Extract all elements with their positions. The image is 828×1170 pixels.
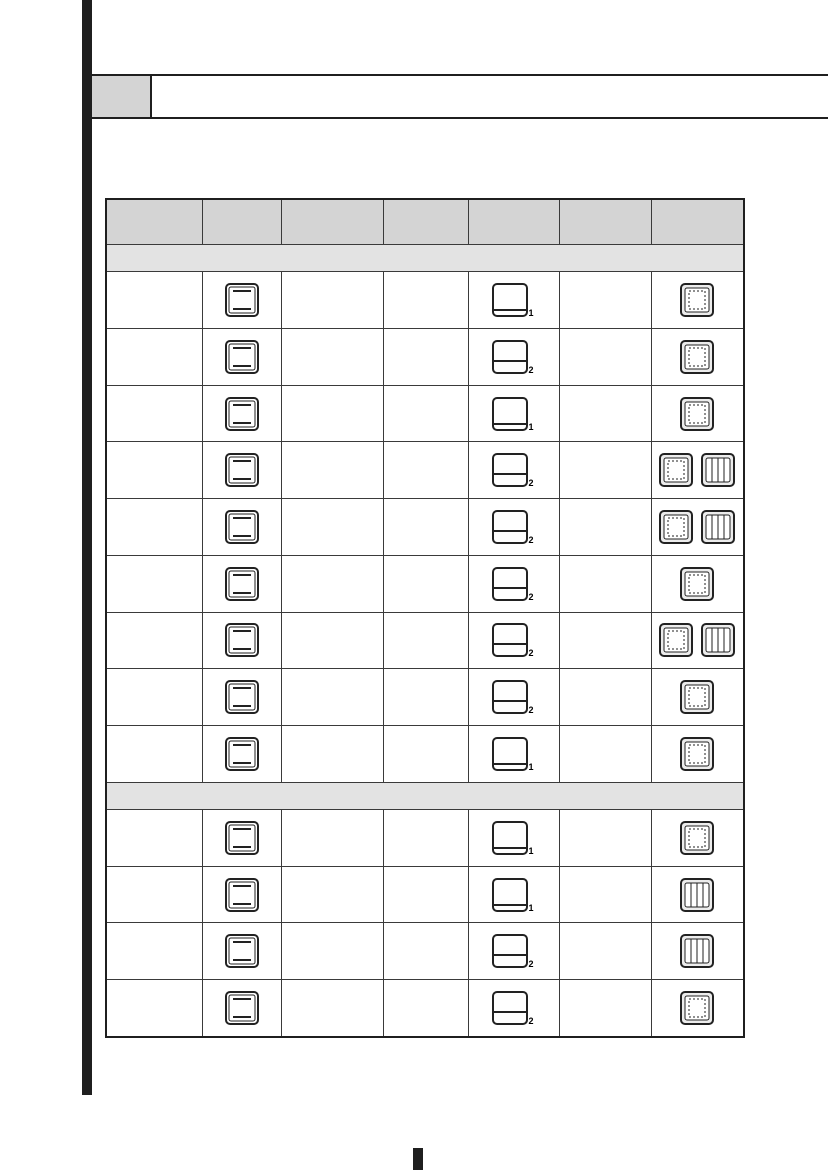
dish-name-cell	[106, 442, 202, 499]
table-row	[106, 555, 744, 612]
top-bottom-heat-icon	[224, 282, 260, 318]
top-bottom-heat-icon	[224, 396, 260, 432]
page-margin-bar	[82, 0, 92, 1095]
header-rule-top	[90, 74, 828, 76]
empty-cell	[559, 980, 651, 1037]
fan-heat-icon	[679, 736, 715, 772]
shelf-cell	[468, 810, 559, 867]
dish-name-cell	[106, 555, 202, 612]
fan-cell	[651, 725, 744, 782]
empty-cell	[383, 725, 468, 782]
table-row	[106, 923, 744, 980]
grill-icon	[700, 509, 736, 545]
empty-cell	[281, 555, 383, 612]
fan-heat-icon	[679, 566, 715, 602]
empty-cell	[281, 385, 383, 442]
empty-cell	[281, 669, 383, 726]
shelf-position-icon	[491, 990, 537, 1026]
table-row	[106, 329, 744, 386]
shelf-level-number: 1	[528, 308, 534, 319]
fan-cell	[651, 442, 744, 499]
dish-name-cell	[106, 866, 202, 923]
empty-cell	[281, 499, 383, 556]
table-row	[106, 810, 744, 867]
group-row	[106, 245, 744, 272]
dish-name-cell	[106, 669, 202, 726]
grill-icon	[700, 452, 736, 488]
empty-cell	[383, 612, 468, 669]
empty-cell	[559, 499, 651, 556]
table-header-cell	[468, 199, 559, 245]
shelf-level-number: 2	[528, 1016, 534, 1027]
shelf-position-icon	[491, 339, 537, 375]
empty-cell	[559, 923, 651, 980]
top-bottom-heat-icon	[224, 339, 260, 375]
grill-icon	[700, 622, 736, 658]
function-cell	[202, 810, 281, 867]
top-bottom-heat-icon	[224, 933, 260, 969]
function-cell	[202, 923, 281, 980]
shelf-cell	[468, 612, 559, 669]
section-divider	[150, 76, 152, 117]
shelf-cell	[468, 923, 559, 980]
grill-icon	[679, 877, 715, 913]
shelf-level-number: 2	[528, 535, 534, 545]
empty-cell	[383, 329, 468, 386]
shelf-level-number: 1	[528, 761, 534, 772]
fan-heat-icon	[679, 282, 715, 318]
dish-name-cell	[106, 272, 202, 329]
function-cell	[202, 612, 281, 669]
fan-heat-icon	[679, 339, 715, 375]
top-bottom-heat-icon	[224, 679, 260, 715]
table-row	[106, 499, 744, 556]
shelf-cell	[468, 555, 559, 612]
grill-icon	[679, 933, 715, 969]
fan-cell	[651, 923, 744, 980]
shelf-cell	[468, 385, 559, 442]
shelf-level-number: 2	[528, 959, 534, 970]
empty-cell	[559, 725, 651, 782]
shelf-level-number: 2	[528, 648, 534, 659]
empty-cell	[281, 272, 383, 329]
table-row	[106, 442, 744, 499]
fan-heat-icon	[679, 820, 715, 856]
table-header-cell	[651, 199, 744, 245]
table-row	[106, 866, 744, 923]
empty-cell	[281, 980, 383, 1037]
top-bottom-heat-icon	[224, 566, 260, 602]
shelf-position-icon	[491, 820, 537, 856]
table-row	[106, 980, 744, 1037]
empty-cell	[281, 329, 383, 386]
top-bottom-heat-icon	[224, 509, 260, 545]
top-bottom-heat-icon	[224, 990, 260, 1026]
fan-cell	[651, 980, 744, 1037]
empty-cell	[559, 810, 651, 867]
top-bottom-heat-icon	[224, 877, 260, 913]
table-header-cell	[383, 199, 468, 245]
shelf-position-icon	[491, 509, 537, 545]
empty-cell	[281, 612, 383, 669]
dish-name-cell	[106, 612, 202, 669]
fan-cell	[651, 669, 744, 726]
shelf-cell	[468, 499, 559, 556]
empty-cell	[559, 612, 651, 669]
function-cell	[202, 866, 281, 923]
shelf-cell	[468, 442, 559, 499]
table-header-cell	[559, 199, 651, 245]
dish-name-cell	[106, 725, 202, 782]
shelf-position-icon	[491, 877, 537, 913]
function-cell	[202, 442, 281, 499]
header-rule-bottom	[90, 117, 828, 119]
shelf-level-number: 1	[528, 421, 534, 432]
shelf-cell	[468, 329, 559, 386]
group-row	[106, 782, 744, 809]
shelf-position-icon	[491, 736, 537, 772]
top-bottom-heat-icon	[224, 736, 260, 772]
dish-name-cell	[106, 329, 202, 386]
empty-cell	[383, 499, 468, 556]
table-row	[106, 725, 744, 782]
table-header-cell	[202, 199, 281, 245]
table-header-row	[106, 199, 744, 245]
fan-cell	[651, 499, 744, 556]
shelf-level-number: 1	[528, 902, 534, 913]
shelf-position-icon	[491, 566, 537, 602]
fan-heat-icon	[679, 396, 715, 432]
shelf-position-icon	[491, 282, 537, 318]
group-label	[106, 782, 744, 809]
table-header-cell	[281, 199, 383, 245]
fan-cell	[651, 272, 744, 329]
shelf-cell	[468, 272, 559, 329]
fan-heat-icon	[658, 622, 694, 658]
empty-cell	[383, 980, 468, 1037]
page-marker	[413, 1148, 423, 1170]
dish-name-cell	[106, 810, 202, 867]
top-bottom-heat-icon	[224, 622, 260, 658]
empty-cell	[383, 923, 468, 980]
shelf-position-icon	[491, 396, 537, 432]
fan-cell	[651, 329, 744, 386]
fan-cell	[651, 612, 744, 669]
function-cell	[202, 725, 281, 782]
empty-cell	[383, 866, 468, 923]
empty-cell	[281, 810, 383, 867]
empty-cell	[383, 272, 468, 329]
cooking-table	[105, 198, 745, 1038]
shelf-cell	[468, 669, 559, 726]
fan-heat-icon	[658, 452, 694, 488]
empty-cell	[383, 385, 468, 442]
shelf-level-number: 2	[528, 705, 534, 716]
dish-name-cell	[106, 980, 202, 1037]
empty-cell	[281, 725, 383, 782]
fan-cell	[651, 555, 744, 612]
function-cell	[202, 669, 281, 726]
empty-cell	[559, 866, 651, 923]
table-row	[106, 669, 744, 726]
table-row	[106, 612, 744, 669]
dish-name-cell	[106, 385, 202, 442]
group-label	[106, 245, 744, 272]
shelf-level-number: 1	[528, 845, 534, 856]
empty-cell	[559, 329, 651, 386]
function-cell	[202, 329, 281, 386]
fan-heat-icon	[679, 990, 715, 1026]
function-cell	[202, 272, 281, 329]
empty-cell	[281, 923, 383, 980]
shelf-level-number: 2	[528, 591, 534, 602]
dish-name-cell	[106, 923, 202, 980]
empty-cell	[559, 555, 651, 612]
shelf-position-icon	[491, 933, 537, 969]
empty-cell	[281, 866, 383, 923]
empty-cell	[383, 442, 468, 499]
empty-cell	[559, 669, 651, 726]
fan-cell	[651, 385, 744, 442]
function-cell	[202, 499, 281, 556]
table-row	[106, 272, 744, 329]
shelf-cell	[468, 866, 559, 923]
function-cell	[202, 555, 281, 612]
shelf-cell	[468, 725, 559, 782]
fan-cell	[651, 810, 744, 867]
fan-cell	[651, 866, 744, 923]
shelf-level-number: 2	[528, 478, 534, 489]
empty-cell	[383, 669, 468, 726]
shelf-cell	[468, 980, 559, 1037]
empty-cell	[559, 385, 651, 442]
shelf-position-icon	[491, 452, 537, 488]
dish-name-cell	[106, 499, 202, 556]
fan-heat-icon	[679, 679, 715, 715]
empty-cell	[559, 442, 651, 499]
top-bottom-heat-icon	[224, 820, 260, 856]
table-header-cell	[106, 199, 202, 245]
shelf-level-number: 2	[528, 364, 534, 375]
shelf-position-icon	[491, 622, 537, 658]
function-cell	[202, 385, 281, 442]
fan-heat-icon	[658, 509, 694, 545]
section-number-box	[92, 76, 150, 117]
function-cell	[202, 980, 281, 1037]
empty-cell	[383, 555, 468, 612]
empty-cell	[281, 442, 383, 499]
top-bottom-heat-icon	[224, 452, 260, 488]
table-row	[106, 385, 744, 442]
shelf-position-icon	[491, 679, 537, 715]
empty-cell	[383, 810, 468, 867]
empty-cell	[559, 272, 651, 329]
